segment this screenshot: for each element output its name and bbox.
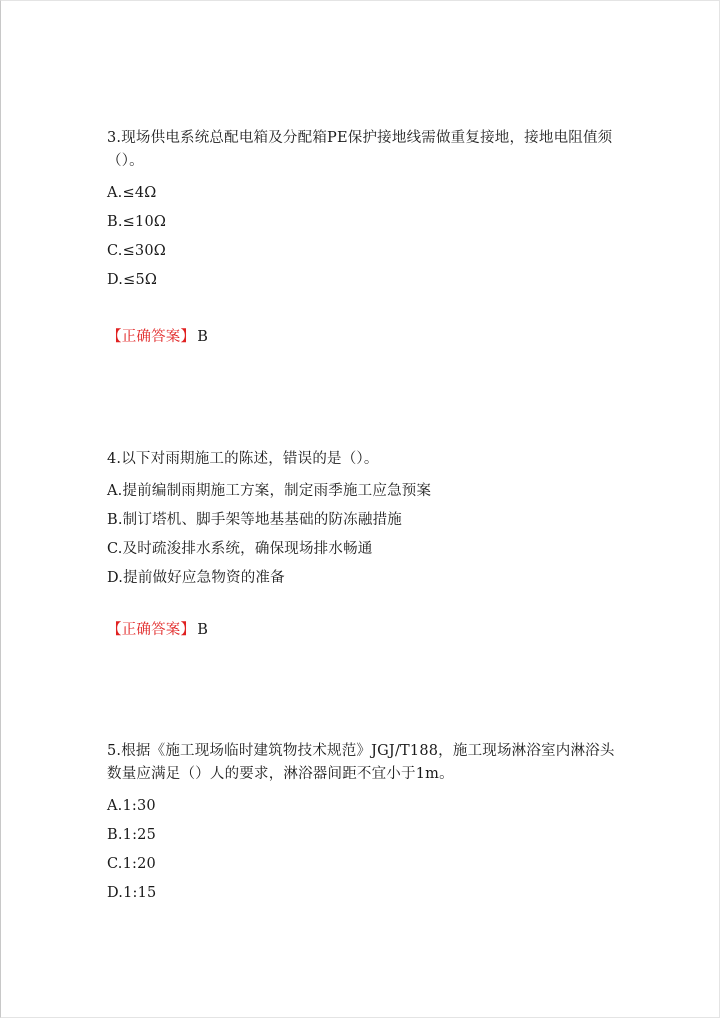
answer-4	[107, 620, 208, 640]
answer-label: 【正确答案】	[107, 622, 196, 638]
answer-value: B	[197, 622, 209, 638]
option-c: C.≤30Ω	[107, 243, 167, 259]
answer-value: B	[197, 329, 209, 345]
question-stem: 4.以下对雨期施工的陈述，错误的是（）。	[107, 451, 379, 467]
option-a: A.1:30	[107, 798, 156, 814]
option-b: B.1:25	[107, 827, 157, 843]
answer-3	[107, 327, 208, 347]
answer-label: 【正确答案】	[107, 329, 196, 345]
option-c: C.1:20	[107, 856, 156, 872]
option-d: D.1:15	[107, 885, 157, 901]
option-b: B.≤10Ω	[107, 214, 167, 230]
option-b: B.制订塔机、脚手架等地基基础的防冻融措施	[107, 512, 402, 528]
question-stem: 5.根据《施工现场临时建筑物技术规范》JGJ/T188，施工现场淋浴室内淋浴头数量应满足（）人的要求，淋浴器间距不宜小于1m。	[107, 743, 615, 782]
question-3	[107, 127, 617, 295]
option-c: C.及时疏浚排水系统，确保现场排水畅通	[107, 541, 373, 557]
question-5	[107, 740, 617, 908]
option-a: A.提前编制雨期施工方案，制定雨季施工应急预案	[107, 483, 432, 499]
question-4	[107, 448, 617, 593]
option-a: A.≤4Ω	[107, 185, 157, 201]
option-d: D.≤5Ω	[107, 272, 158, 288]
question-stem: 3.现场供电系统总配电箱及分配箱PE保护接地线需做重复接地，接地电阻值须（）。	[107, 130, 613, 169]
option-d: D.提前做好应急物资的准备	[107, 570, 285, 586]
